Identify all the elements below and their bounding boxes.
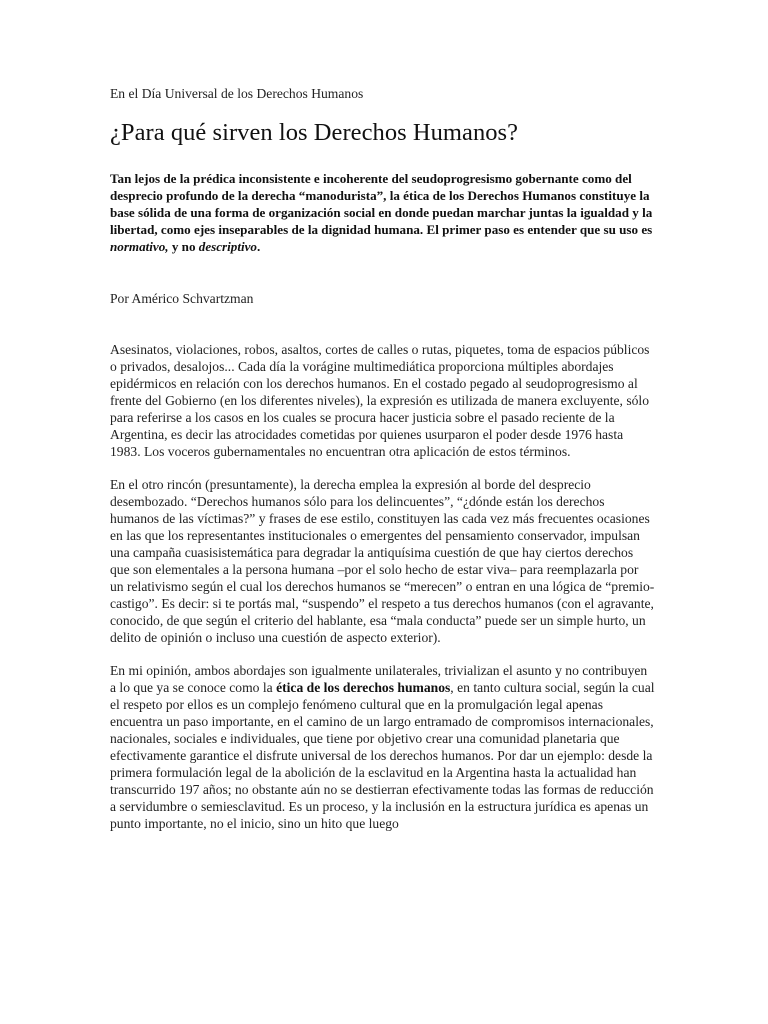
paragraph-3-bold-phrase: ética de los derechos humanos [276, 680, 451, 695]
lede-mid-text: y no [168, 239, 199, 254]
lede-end-text: . [256, 239, 261, 254]
paragraph-3-end-text: , en tanto cultura social, según la cual el respeto por ellos es un complejo fenómeno cultural que en la promulgación legal apenas encuentra un paso importante, en el camino de un largo entramado de compromisos internacionales, nacionales, sociales e individuales, que tiene por objetivo crear una comunidad planetaria que efectivamente garantice el disfrute universal de los derechos humanos. Por dar un ejemplo: desde la primera formulación legal de la abolición de la esclavitud en la Argentina hasta la actualidad han transcurrido 197 años; no obstante aún no se destierran efectivamente todas las formas de reducción a servidumbre o semiesclavitud. Es un proceso, y la inclusión en la estructura jurídica es apenas un punto importante, no el inicio, sino un hito que luego [110, 680, 655, 831]
paragraph-3-start-text: En mi opinión, ambos abordajes son igualmente unilaterales, trivializan el asunto y no contribuyen a lo que ya se conoce como la [110, 663, 648, 695]
article-lede [110, 170, 655, 255]
lede-emphasis-normativo: normativo, [110, 239, 169, 254]
body-paragraph-2: En el otro rincón (presuntamente), la derecha emplea la expresión al borde del desprecio desembozado. “Derechos humanos sólo para los delincuentes”, “¿dónde están los derechos humanos de las víctimas?” y frases de ese estilo, constituyen las cada vez más frecuentes ocasiones en las que los representantes institucionales o emergentes del pensamiento conservador, impulsan una campaña cuasisistemática para degradar la antiquísima cuestión de que hay ciertos derechos que son elementales a la persona humana –por el solo hecho de estar viva– para reemplazarla por un relativismo según el cual los derechos humanos se “merecen” o entran en una lógica de “premio-castigo”. Es decir: si te portás mal, “suspendo” el respeto a tus derechos humanos (con el agravante, conocido, de que según el criterio del hablante, esa “mala conducta” puede ser un simple hurto, un delito de opinión o incluso una cuestión de aspecto exterior). [110, 477, 655, 645]
article [110, 84, 655, 832]
lede-main-text: Tan lejos de la prédica inconsistente e incoherente del seudoprogresismo gobernante como del desprecio profundo de la derecha “manodurista”, la ética de los Derechos Humanos constituye la base sólida de una forma de organización social en donde puedan marchar juntas la igualdad y la libertad, como ejes inseparables de la dignidad humana. El primer paso es entender que su uso es [110, 171, 653, 237]
body-paragraph-1: Asesinatos, violaciones, robos, asaltos, cortes de calles o rutas, piquetes, toma de espacios públicos o privados, desalojos... Cada día la vorágine multimediática proporciona múltiples abordajes epidérmicos en relación con los derechos humanos. En el costado pegado al seudoprogresismo al frente del Gobierno (en los diferentes niveles), la expresión es utilizada de manera excluyente, sólo para referirse a los casos en los cuales se procura hacer justicia sobre el pasado reciente de la Argentina, es decir las atrocidades cometidas por quienes usurparon el poder desde 1976 hasta 1983. Los voceros gubernamentales no encuentran otra aplicación de estos términos. [110, 342, 650, 459]
body-paragraph-3 [110, 662, 655, 832]
article-byline: Por Américo Schvartzman [110, 291, 254, 306]
article-title: ¿Para qué sirven los Derechos Humanos? [110, 119, 519, 146]
article-kicker: En el Día Universal de los Derechos Humanos [110, 86, 364, 101]
lede-emphasis-descriptivo: descriptivo [198, 239, 257, 254]
